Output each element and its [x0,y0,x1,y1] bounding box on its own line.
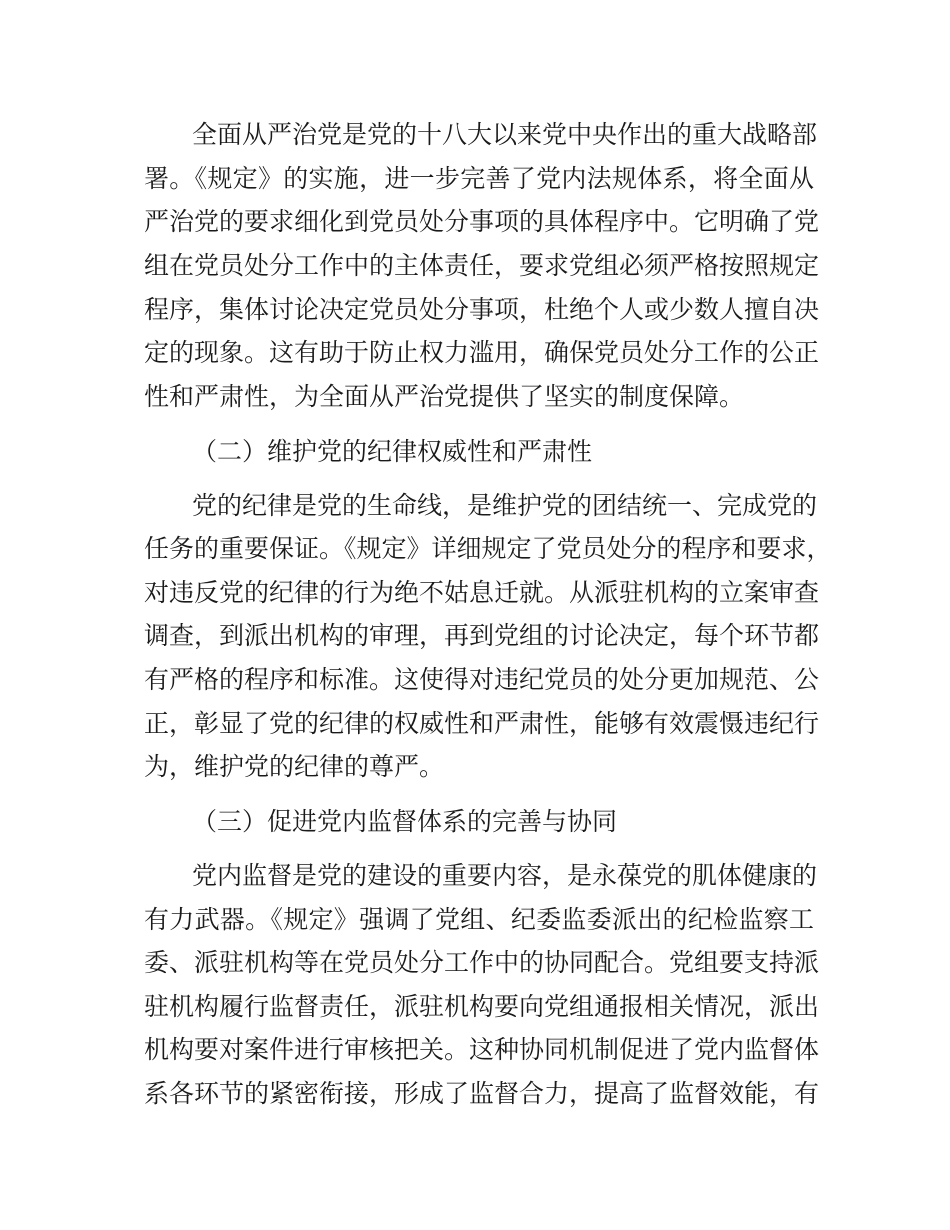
paragraph-2-line-1: 党的纪律是党的生命线，是维护党的团结统一、完成党的 [192,491,818,520]
paragraph-3-line-2: 有力武器。《规定》强调了党组、纪委监委派出的纪检监察工 [144,905,814,934]
section-heading-2: （二）维护党的纪律权威性和严肃性 [192,437,593,466]
paragraph-3-line-3: 委、派驻机构等在党员处分工作中的协同配合。党组要支持派 [144,948,820,977]
paragraph-3-line-1: 党内监督是党的建设的重要内容，是永葆党的肌体健康的 [192,861,818,890]
paragraph-2-line-2: 任务的重要保证。《规定》详细规定了党员处分的程序和要求， [144,534,832,563]
paragraph-1-line-7: 性和严肃性，为全面从严治党提供了坚实的制度保障。 [144,382,745,411]
paragraph-2-line-7: 为，维护党的纪律的尊严。 [144,752,445,781]
paragraph-2-line-3: 对违反党的纪律的行为绝不姑息迁就。从派驻机构的立案审查 [144,578,820,607]
paragraph-1-line-2: 署。《规定》的实施，进一步完善了党内法规体系，将全面从 [144,164,814,193]
paragraph-3-line-4: 驻机构履行监督责任，派驻机构要向党组通报相关情况，派出 [144,992,820,1021]
paragraph-1-line-5: 程序，集体讨论决定党员处分事项，杜绝个人或少数人擅自决 [144,295,820,324]
paragraph-1-line-3: 严治党的要求细化到党员处分事项的具体程序中。它明确了党 [144,207,820,236]
paragraph-2-line-6: 正，彰显了党的纪律的权威性和严肃性，能够有效震慑违纪行 [144,709,820,738]
paragraph-1-line-4: 组在党员处分工作中的主体责任，要求党组必须严格按照规定 [144,251,820,280]
paragraph-1-line-6: 定的现象。这有助于防止权力滥用，确保党员处分工作的公正 [144,338,820,367]
section-heading-3: （三）促进党内监督体系的完善与协同 [192,807,618,836]
paragraph-3-line-6: 系各环节的紧密衔接，形成了监督合力，提高了监督效能，有 [144,1079,820,1108]
paragraph-2-line-5: 有严格的程序和标准。这使得对违纪党员的处分更加规范、公 [144,665,820,694]
paragraph-1-line-1: 全面从严治党是党的十八大以来党中央作出的重大战略部 [192,120,818,149]
paragraph-3-line-5: 机构要对案件进行审核把关。这种协同机制促进了党内监督体 [144,1035,820,1064]
paragraph-2-line-4: 调查，到派出机构的审理，再到党组的讨论决定，每个环节都 [144,621,820,650]
